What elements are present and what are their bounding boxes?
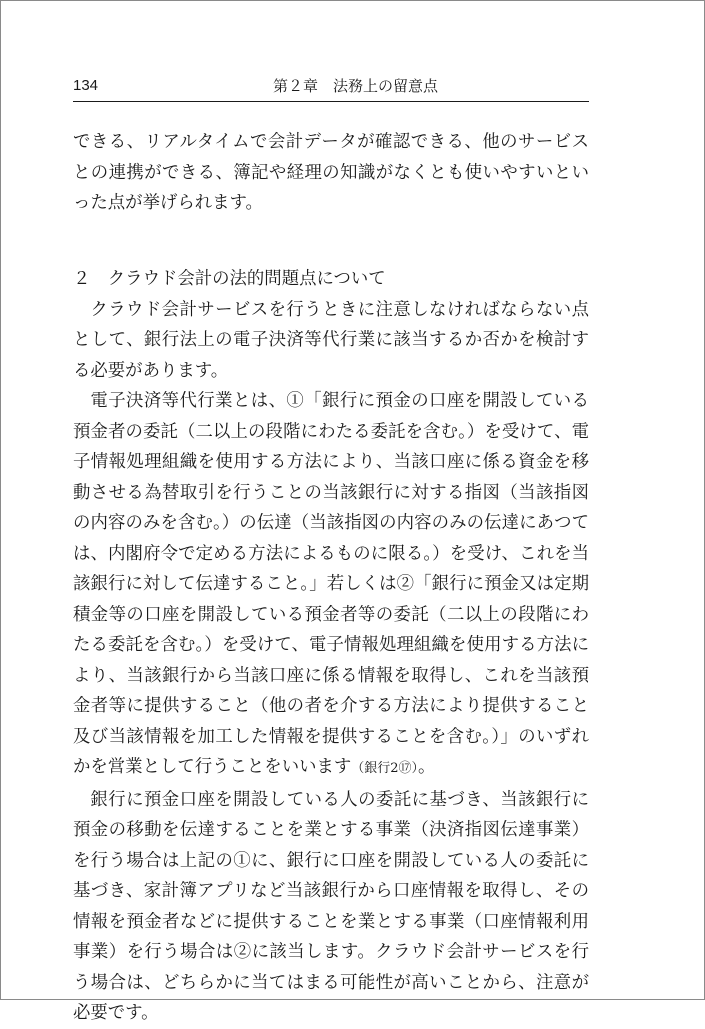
paragraph-definition: [73, 386, 589, 785]
page-number: 134: [73, 77, 99, 94]
paragraph-applicability: 銀行に預金口座を開設している人の委託に基づき、当該銀行に預金の移動を伝達することを業とする事業（決済指図伝達事業）を行う場合は上記の①に、銀行に口座を開設している人の委託に基づき、家計簿アプリなど当該銀行から口座情報を取得し、その情報を預金者などに提供することを業とする事業（口座情報利用事業）を行う場合は②に該当します。クラウド会計サービスを行う場合は、どちらかに当てはまる可能性が高いことから、注意が必要です。: [73, 789, 589, 1023]
header-rule: [73, 101, 589, 102]
running-header: [73, 74, 589, 98]
body-text: [73, 127, 589, 1029]
section-heading: ２ クラウド会計の法的問題点について: [73, 268, 386, 289]
intro-paragraph: できる、リアルタイムで会計データが確認できる、他のサービスとの連携ができる、簿記や経理の知識がなくとも使いやすいといった点が挙げられます。: [73, 132, 589, 213]
definition-end: 。: [418, 757, 436, 777]
paragraph-cloud-accounting: クラウド会計サービスを行うときに注意しなければならない点として、銀行法上の電子決済等代行業に該当するか否かを検討する必要があります。: [73, 299, 589, 381]
definition-text: 電子決済等代行業とは、①「銀行に預金の口座を開設している預金者の委託（二以上の段階にわたる委託を含む。）を受けて、電子情報処理組織を使用する方法により、当該口座に係る資金を移動させる為替取引を行うことの当該銀行に対する指図（当該指図の内容のみを含む。）の伝達（当該指図の内容のみの伝達にあつては、内閣府令で定める方法によるものに限る。）を受け、これを当該銀行に対して伝達すること。」若しくは②「銀行に預金又は定期積金等の口座を開設している預金者等の委託（二以上の段階にわたる委託を含む。）を受けて、電子情報処理組織を使用する方法により、当該銀行から当該口座に係る情報を取得し、これを当該預金者等に提供すること（他の者を介する方法により提供すること及び当該情報を加工した情報を提供することを含む。）」のいずれかを営業として行うことをいいます: [73, 391, 589, 777]
chapter-title: 第２章 法務上の留意点: [273, 77, 439, 95]
statute-citation: （銀行2⑰）: [351, 761, 419, 776]
